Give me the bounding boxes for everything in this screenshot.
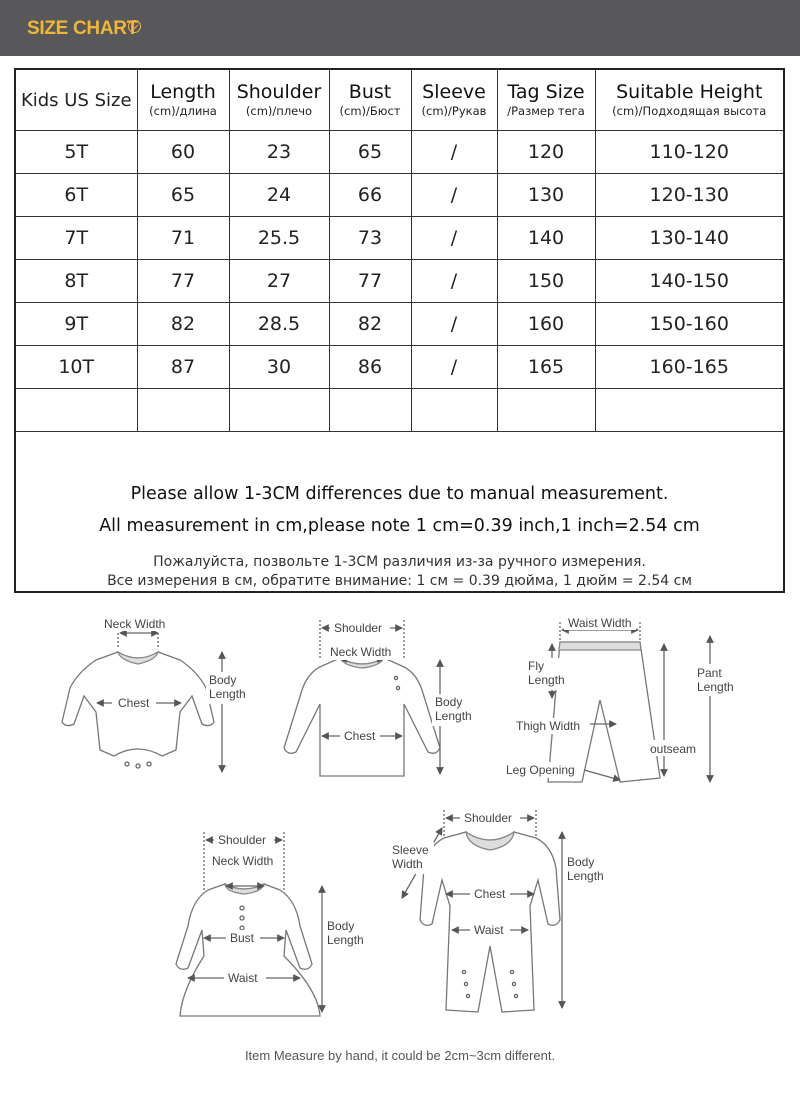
sweater-shoulder-label: Shoulder [334, 621, 383, 635]
table-cell: 87 [137, 346, 229, 389]
diagrams-svg [0, 600, 800, 1095]
table-cell: 140-150 [595, 260, 783, 303]
dress-neck-width-label: Neck Width [212, 854, 274, 868]
size-chart-box [14, 68, 785, 593]
table-cell: / [411, 217, 497, 260]
table-cell: 6T [16, 174, 137, 217]
table-cell: 77 [137, 260, 229, 303]
table-cell: 86 [329, 346, 411, 389]
romper-sleeve-width-label: Width [392, 857, 423, 871]
romper-sleeve-label: Sleeve [392, 843, 429, 857]
bodysuit-length-label: Length [209, 687, 246, 701]
pants-fly-label: Fly [528, 659, 544, 673]
table-cell: 24 [229, 174, 329, 217]
note-english-1: Please allow 1-3CM differences due to manual measurement. [130, 484, 669, 504]
col-tag-size: Tag Size /Размер тега [497, 70, 595, 131]
romper-diagram [402, 810, 562, 1012]
chevron-down-circle-icon [128, 20, 141, 33]
table-cell: 28.5 [229, 303, 329, 346]
table-cell: 7T [16, 217, 137, 260]
pants-pant-label: Pant [697, 666, 722, 680]
table-cell: 65 [329, 131, 411, 174]
header-bar [0, 0, 800, 56]
table-cell: 71 [137, 217, 229, 260]
table-cell: 65 [137, 174, 229, 217]
table-cell: 165 [497, 346, 595, 389]
table-cell: 8T [16, 260, 137, 303]
table-cell: 27 [229, 260, 329, 303]
table-cell: 5T [16, 131, 137, 174]
table-cell: / [411, 303, 497, 346]
sweater-neck-width-label: Neck Width [330, 645, 392, 659]
table-cell: 140 [497, 217, 595, 260]
bodysuit-body-label: Body [209, 673, 237, 687]
table-cell: 77 [329, 260, 411, 303]
table-cell: 73 [329, 217, 411, 260]
dress-length-label: Length [327, 933, 364, 947]
table-row [16, 217, 783, 260]
table-cell: 23 [229, 131, 329, 174]
table-row [16, 260, 783, 303]
table-cell: 66 [329, 174, 411, 217]
dress-shoulder-label: Shoulder [218, 833, 267, 847]
table-cell: 130 [497, 174, 595, 217]
dress-body-label: Body [327, 919, 355, 933]
bodysuit-chest-label: Chest [118, 696, 150, 710]
pants-fly-length-label: Length [528, 673, 565, 687]
col-length: Length (cm)/длина [137, 70, 229, 131]
footer-note: Item Measure by hand, it could be 2cm~3cm different. [244, 1048, 556, 1063]
pants-thigh-width-label: Thigh Width [516, 719, 581, 733]
table-cell: / [411, 174, 497, 217]
pants-diagram [548, 622, 710, 782]
table-row [16, 174, 783, 217]
table-row [16, 346, 783, 389]
size-table [16, 70, 783, 432]
romper-body-label: Body [567, 855, 595, 869]
col-kids-us-size: Kids US Size [16, 70, 137, 131]
table-cell: 120 [497, 131, 595, 174]
sweater-chest-label: Chest [344, 729, 376, 743]
pants-outseam-label: outseam [650, 742, 697, 756]
romper-length-label: Length [567, 869, 604, 883]
table-cell: 25.5 [229, 217, 329, 260]
table-cell: 9T [16, 303, 137, 346]
size-chart-title: SIZE CHART [27, 18, 139, 39]
table-cell: / [411, 346, 497, 389]
table-cell: / [411, 260, 497, 303]
col-sleeve: Sleeve (cm)/Рукав [411, 70, 497, 131]
table-cell: 110-120 [595, 131, 783, 174]
table-row-empty [16, 389, 783, 432]
romper-chest-label: Chest [474, 887, 506, 901]
table-cell: 160 [497, 303, 595, 346]
bodysuit-neck-width-label: Neck Width [104, 617, 166, 631]
table-cell: 30 [229, 346, 329, 389]
measurement-diagrams [0, 600, 800, 1095]
romper-shoulder-label: Shoulder [464, 811, 513, 825]
sweater-length-label: Length [435, 709, 472, 723]
note-russian-2: Все измерения в см, обратите внимание: 1 см = 0.39 дюйма, 1 дюйм = 2.54 см [107, 573, 692, 589]
romper-waist-label: Waist [474, 923, 504, 937]
note-russian-1: Пожалуйста, позвольте 1-3CM различия из-за ручного измерения. [153, 554, 646, 570]
pants-waist-width-label: Waist Width [568, 616, 632, 630]
table-cell: 82 [329, 303, 411, 346]
col-shoulder: Shoulder (cm)/плечо [229, 70, 329, 131]
table-cell: / [411, 131, 497, 174]
table-cell: 120-130 [595, 174, 783, 217]
pants-leg-opening-label: Leg Opening [506, 763, 575, 777]
dress-bust-label: Bust [230, 931, 255, 945]
sweater-diagram [284, 620, 440, 776]
dress-waist-label: Waist [228, 971, 258, 985]
table-cell: 82 [137, 303, 229, 346]
table-cell: 130-140 [595, 217, 783, 260]
table-cell: 150-160 [595, 303, 783, 346]
table-cell: 160-165 [595, 346, 783, 389]
table-cell: 60 [137, 131, 229, 174]
table-cell: 150 [497, 260, 595, 303]
pants-pant-length-label: Length [697, 680, 734, 694]
table-cell: 10T [16, 346, 137, 389]
col-bust: Bust (cm)/Бюст [329, 70, 411, 131]
note-english-2: All measurement in cm,please note 1 cm=0.39 inch,1 inch=2.54 cm [99, 516, 700, 536]
table-header-row [16, 70, 783, 131]
col-suitable-height: Suitable Height (cm)/Подходящая высота [595, 70, 783, 131]
sweater-body-label: Body [435, 695, 463, 709]
table-row [16, 303, 783, 346]
table-row [16, 131, 783, 174]
